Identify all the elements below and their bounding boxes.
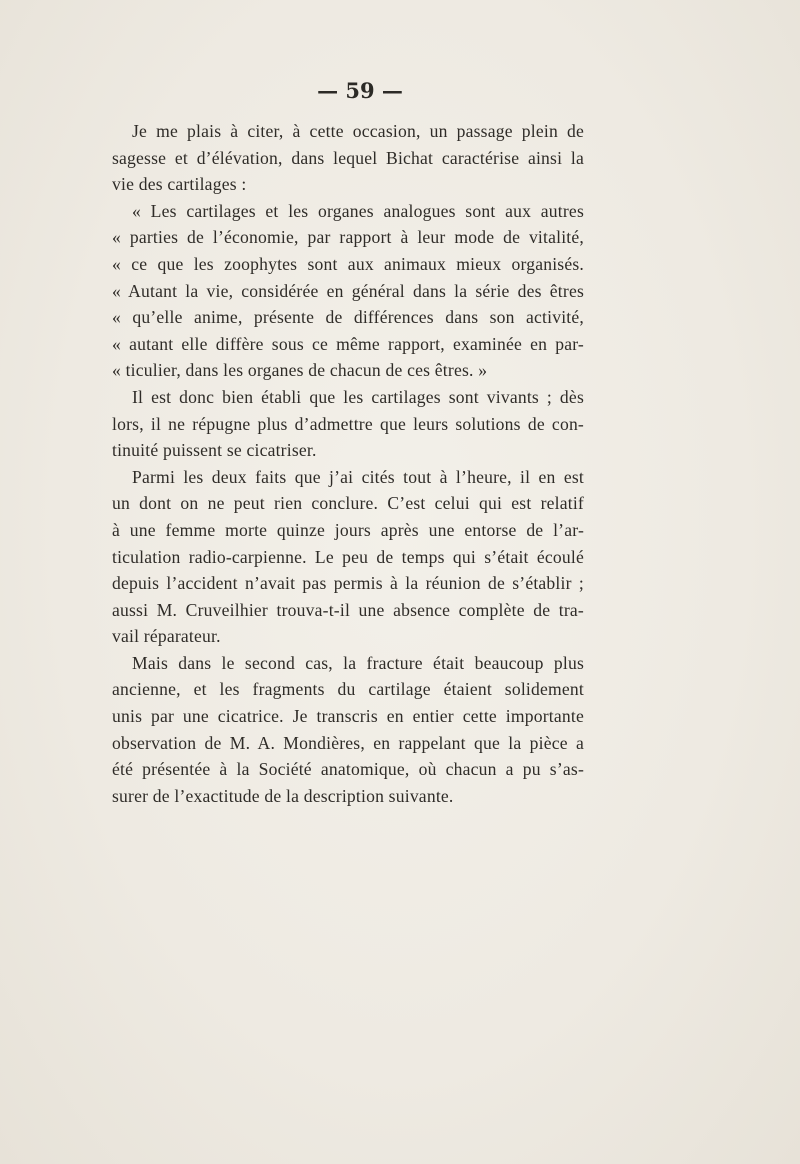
text-line: vail réparateur.	[112, 626, 221, 647]
text-line: sagesse et d’élévation, dans lequel Bichat caractérise ainsi la	[112, 147, 584, 168]
text-line: « autant elle diffère sous ce même rapport, examinée en par-	[112, 333, 584, 354]
text-line: « ticulier, dans les organes de chacun de ces êtres. »	[112, 360, 488, 381]
text-line: surer de l’exactitude de la description suivante.	[112, 785, 454, 806]
text-line: Mais dans le second cas, la fracture était beaucoup plus	[132, 652, 584, 673]
text-line: « parties de l’économie, par rapport à leur mode de vitalité,	[112, 227, 584, 248]
text-line: à une femme morte quinze jours après une entorse de l’ar-	[112, 519, 584, 540]
text-line: ticulation radio-carpienne. Le peu de temps qui s’était écoulé	[112, 546, 584, 567]
text-line: « ce que les zoophytes sont aux animaux mieux organisés.	[112, 253, 584, 274]
text-line: lors, il ne répugne plus d’admettre que leurs solutions de con-	[112, 413, 584, 434]
text-line: Je me plais à citer, à cette occasion, un passage plein de	[132, 121, 584, 141]
text-line: aussi M. Cruveilhier trouva-t-il une absence complète de tra-	[112, 599, 584, 620]
text-line: depuis l’accident n’avait pas permis à la réunion de s’établir ;	[112, 573, 584, 594]
text-line: vie des cartilages :	[112, 174, 247, 195]
text-line: « Autant la vie, considérée en général dans la série des êtres	[112, 280, 584, 301]
text-line: été présentée à la Société anatomique, où chacun a pu s’as-	[112, 759, 584, 780]
text-line: « qu’elle anime, présente de différences dans son activité,	[112, 307, 584, 328]
text-line: Il est donc bien établi que les cartilages sont vivants ; dès	[132, 386, 584, 407]
text-line: un dont on ne peut rien conclure. C’est celui qui est relatif	[112, 493, 584, 514]
text-line: observation de M. A. Mondières, en rappelant que la pièce a	[112, 732, 584, 753]
text-line: unis par une cicatrice. Je transcris en entier cette importante	[112, 706, 584, 727]
text-line: Parmi les deux faits que j’ai cités tout à l’heure, il en est	[132, 466, 584, 487]
text-line: « Les cartilages et les organes analogues sont aux autres	[132, 200, 584, 221]
page-number: — 59 —	[317, 78, 403, 103]
text-line: tinuité puissent se cicatriser.	[112, 440, 317, 461]
text-line: ancienne, et les fragments du cartilage étaient solidement	[112, 679, 584, 700]
body-text	[112, 118, 584, 809]
